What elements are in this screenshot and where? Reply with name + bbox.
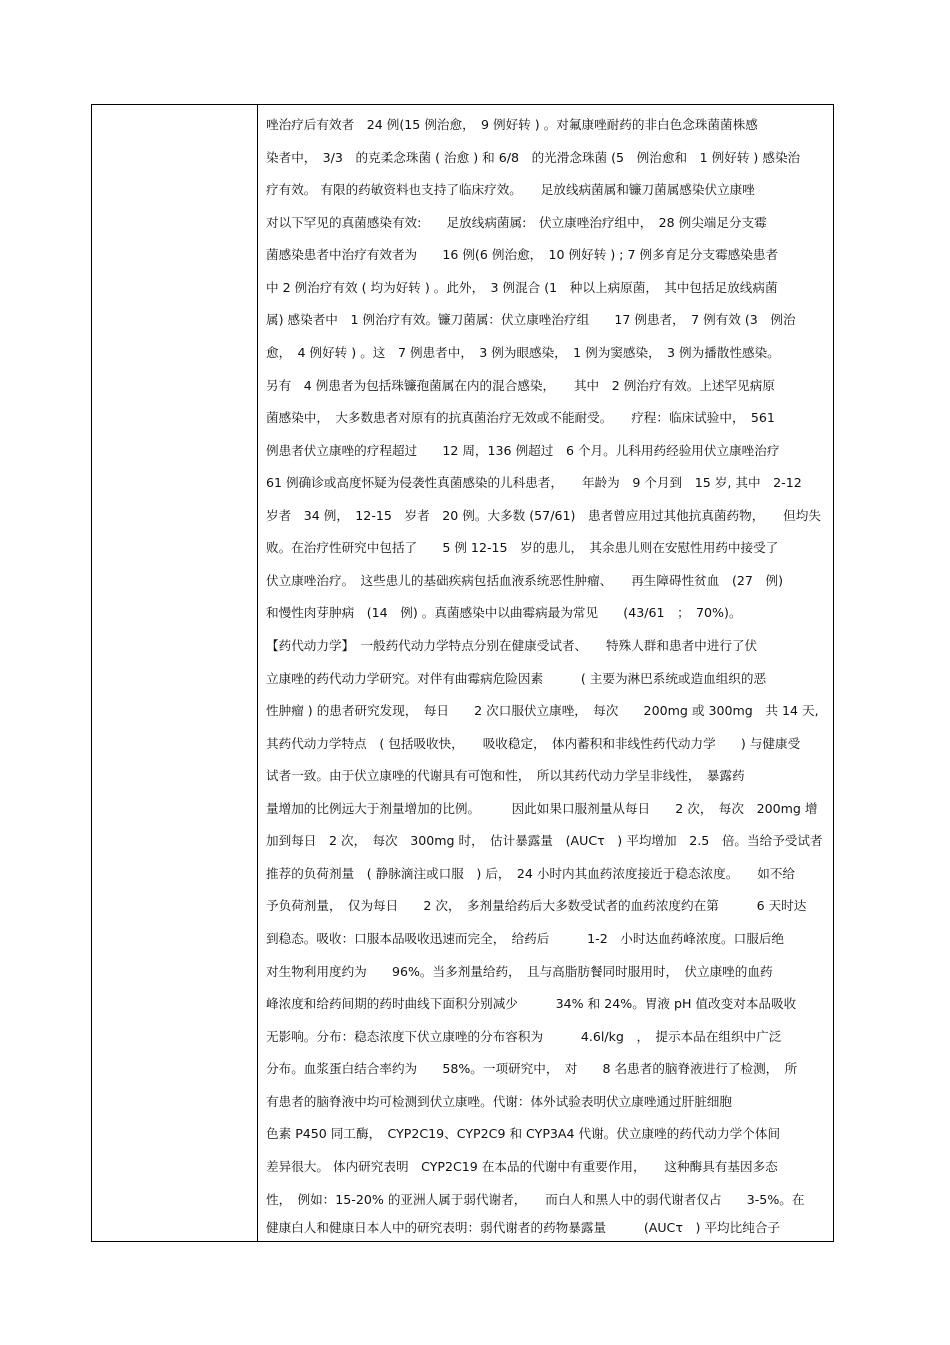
- text-line: 菌感染中， 大多数患者对原有的抗真菌治疗无效或不能耐受。 疗程：临床试验中， 561: [266, 410, 775, 425]
- text-line: 愈， 4 例好转 ) 。这 7 例患者中， 3 例为眼感染， 1 例为窦感染， 3 例为播散性感染。: [266, 345, 780, 360]
- text-line: 分布。血浆蛋白结合率约为 58%。一项研究中， 对 8 名患者的脑脊液进行了检测， 所: [266, 1061, 798, 1076]
- text-line: 和慢性肉芽肿病 (14 例) 。真菌感染中以曲霉病最为常见 (43/61 ； 70%)。: [266, 605, 742, 620]
- text-line: 无影响。分布：稳态浓度下伏立康唑的分布容积为 4.6l/kg ， 提示本品在组织中广泛: [266, 1029, 782, 1044]
- text-line: 推荐的负荷剂量 ( 静脉滴注或口服 ) 后， 24 小时内其血药浓度接近于稳态浓度。 如不给: [266, 866, 796, 881]
- document-table: [91, 104, 834, 1242]
- text-line: 对生物利用度约为 96%。当多剂量给药， 且与高脂肪餐同时服用时， 伏立康唑的血药: [266, 964, 773, 979]
- text-line: 疗有效。 有限的药敏资料也支持了临床疗效。 足放线病菌属和镰刀菌属感染伏立康唑: [266, 182, 755, 197]
- text-line: 有患者的脑脊液中均可检测到伏立康唑。代谢：体外试验表明伏立康唑通过肝脏细胞: [266, 1094, 732, 1109]
- text-line: 中 2 例治疗有效 ( 均为好转 ) 。此外， 3 例混合 (1 种以上病原菌， 其中包括足放线病菌: [266, 280, 778, 295]
- text-line: 加到每日 2 次， 每次 300mg 时， 估计暴露量 (AUCτ ) 平均增加 2.5 倍。当给予受试者: [266, 833, 823, 848]
- text-line: 量增加的比例远大于剂量增加的比例。 因此如果口服剂量从每日 2 次， 每次 200mg 增: [266, 801, 818, 816]
- text-line: 例患者伏立康唑的疗程超过 12 周，136 例超过 6 个月。儿科用药经验用伏立康唑治疗: [266, 443, 780, 458]
- text-line: 试者一致。由于伏立康唑的代谢具有可饱和性， 所以其药代动力学呈非线性， 暴露药: [266, 768, 745, 783]
- text-line: 染者中， 3/3 的克柔念珠菌 ( 治愈 ) 和 6/8 的光滑念珠菌 (5 例治愈和 1 例好转 ) 感染治: [266, 150, 801, 165]
- text-line: 另有 4 例患者为包括珠镰孢菌属在内的混合感染， 其中 2 例治疗有效。上述罕见病原: [266, 378, 775, 393]
- text-line: 属) 感染者中 1 例治疗有效。镰刀菌属：伏立康唑治疗组 17 例患者， 7 例有效 (3 例治: [266, 312, 796, 327]
- text-line: 菌感染患者中治疗有效者为 16 例(6 例治愈， 10 例好转 ) ; 7 例多育足分支霉感染患者: [266, 247, 779, 262]
- text-line: 差异很大。 体内研究表明 CYP2C19 在本品的代谢中有重要作用， 这种酶具有基因多态: [266, 1159, 778, 1174]
- text-line: 立康唑的药代动力学研究。对伴有曲霉病危险因素 ( 主要为淋巴系统或造血组织的恶: [266, 671, 767, 686]
- text-line: 【药代动力学】 一般药代动力学特点分别在健康受试者、 特殊人群和患者中进行了伏: [266, 638, 758, 653]
- text-line: 健康白人和健康日本人中的研究表明：弱代谢者的药物暴露量 (AUCτ ) 平均比纯合子: [266, 1220, 781, 1235]
- text-line: 到稳态。吸收：口服本品吸收迅速而完全， 给药后 1-2 小时达血药峰浓度。口服后绝: [266, 931, 785, 946]
- text-line: 予负荷剂量， 仅为每日 2 次， 多剂量给药后大多数受试者的血药浓度约在第 6 天时达: [266, 898, 807, 913]
- text-line: 峰浓度和给药间期的药时曲线下面积分别减少 34% 和 24%。胃液 pH 值改变对本品吸收: [266, 996, 797, 1011]
- table-left-cell: [92, 105, 258, 1241]
- text-line: 色素 P450 同工酶， CYP2C19、CYP2C9 和 CYP3A4 代谢。伏立康唑的药代动力学个体间: [266, 1126, 781, 1141]
- text-line: 性， 例如：15-20% 的亚洲人属于弱代谢者， 而白人和黑人中的弱代谢者仅占 3-5%。在: [266, 1192, 805, 1207]
- text-line: 败。在治疗性研究中包括了 5 例 12-15 岁的患儿， 其余患儿则在安慰性用药中接受了: [266, 540, 779, 555]
- text-line: 唑治疗后有效者 24 例(15 例治愈， 9 例好转 ) 。对氟康唑耐药的非白色念珠菌菌株感: [266, 117, 758, 132]
- text-line: 61 例确诊或高度怀疑为侵袭性真菌感染的儿科患者， 年龄为 9 个月到 15 岁, 其中 2-12: [266, 475, 802, 490]
- text-line: 对以下罕见的真菌感染有效: 足放线病菌属: 伏立康唑治疗组中， 28 例尖端足分支霉: [266, 215, 767, 230]
- table-content-cell: [258, 105, 833, 1241]
- text-line: 其药代动力学特点 ( 包括吸收快， 吸收稳定， 体内蓄积和非线性药代动力学 ) 与健康受: [266, 736, 801, 751]
- text-line: 伏立康唑治疗。 这些患儿的基础疾病包括血液系统恶性肿瘤、 再生障碍性贫血 (27 例): [266, 573, 784, 588]
- text-line: 岁者 34 例， 12-15 岁者 20 例。大多数 (57/61) 患者曾应用过其他抗真菌药物， 但均失: [266, 508, 821, 523]
- text-line: 性肿瘤 ) 的患者研究发现， 每日 2 次口服伏立康唑， 每次 200mg 或 300mg 共 14 天,: [266, 703, 819, 718]
